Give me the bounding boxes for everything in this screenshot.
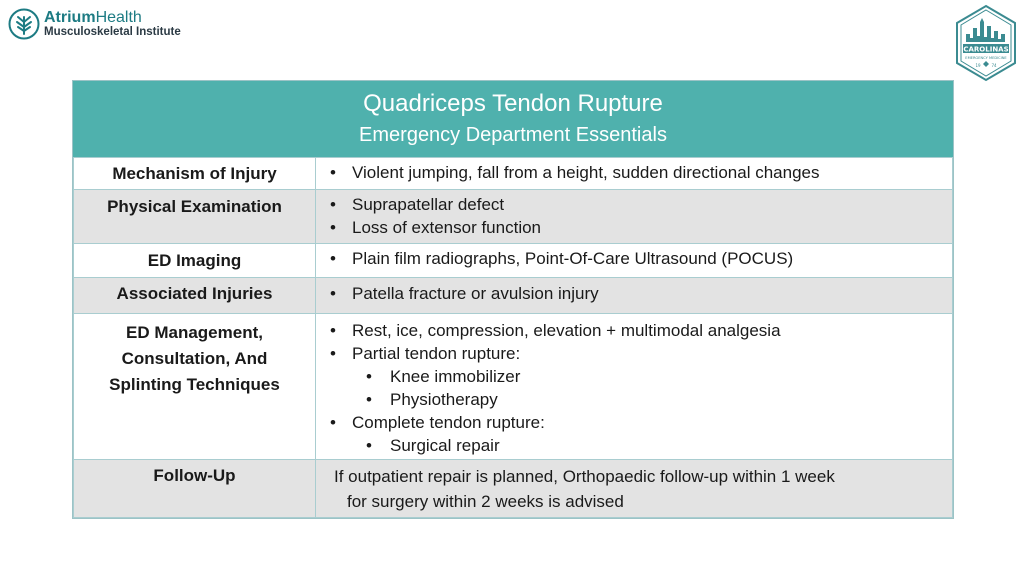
list-item: • Rest, ice, compression, elevation + multimodal analgesia [316,319,952,342]
sub-list-item: • Surgical repair [316,434,952,457]
row-physical-exam [74,190,953,244]
tree-logo-icon [8,8,40,40]
svg-text:CAROLINAS: CAROLINAS [963,45,1009,54]
list-item: • Partial tendon rupture: [316,342,952,365]
page-subtitle: Emergency Department Essentials [359,123,667,146]
list-item: • Suprapatellar defect [316,193,952,216]
card-header [73,81,953,157]
row-label: ED Imaging [74,244,316,278]
row-mechanism [74,158,953,190]
list-item: • Plain film radiographs, Point-Of-Care Ultrasound (POCUS) [316,247,952,270]
essentials-table [73,157,953,518]
row-content [316,244,953,278]
row-label: Associated Injuries [74,278,316,314]
row-content [316,190,953,244]
row-content [316,278,953,314]
svg-text:74: 74 [991,63,997,68]
follow-up-line: If outpatient repair is planned, Orthopaedic follow-up within 1 week [334,467,835,486]
row-content [316,158,953,190]
row-content [316,314,953,460]
atrium-health-logo [8,8,181,40]
brand-name: AtriumHealth [44,8,142,26]
row-content [316,460,953,518]
row-label: Physical Examination [74,190,316,244]
follow-up-line: for surgery within 2 weeks is advised [347,492,624,511]
carolinas-emergency-medicine-seal-icon [954,4,1018,82]
sub-list-item: • Physiotherapy [316,388,952,411]
row-label: Follow-Up [74,460,316,518]
row-ed-imaging [74,244,953,278]
row-associated-injuries [74,278,953,314]
row-follow-up [74,460,953,518]
svg-text:EMERGENCY MEDICINE: EMERGENCY MEDICINE [965,56,1007,60]
page-title: Quadriceps Tendon Rupture [363,90,663,117]
brand-subtitle: Musculoskeletal Institute [44,26,181,39]
list-item: • Loss of extensor function [316,216,952,239]
list-item: • Complete tendon rupture: [316,411,952,434]
essentials-card [72,80,954,519]
row-label: Mechanism of Injury [74,158,316,190]
sub-list-item: • Knee immobilizer [316,365,952,388]
svg-text:19: 19 [975,63,981,68]
list-item: • Violent jumping, fall from a height, sudden directional changes [316,161,952,184]
list-item: • Patella fracture or avulsion injury [316,282,952,305]
row-label: ED Management, Consultation, And Splinting Techniques [74,314,316,460]
row-ed-management [74,314,953,460]
